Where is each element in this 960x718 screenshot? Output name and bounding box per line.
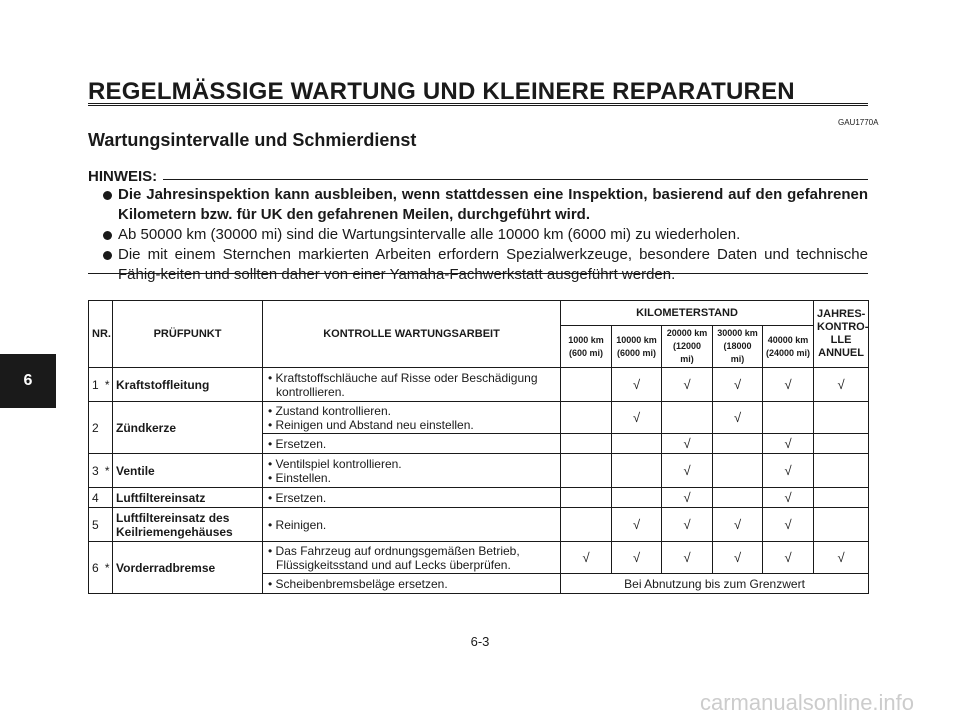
note-bullet-annual: Die Jahresinspektion kann ausbleiben, wenn stattdessen eine Inspektion, basierend auf den gefahrenen Kilometern bzw. für UK den gefahrenen Meilen, durchgeführt wird. — [104, 185, 868, 225]
row-item: Luftfiltereinsatz — [113, 488, 263, 508]
row-star: * — [103, 368, 113, 402]
check-cell — [561, 508, 612, 542]
table-row — [89, 402, 869, 434]
row-star — [103, 508, 113, 542]
note-header — [88, 168, 868, 185]
check-cell — [713, 434, 763, 454]
check-cell: √ — [713, 402, 763, 434]
row-nr: 1 — [89, 368, 103, 402]
header-item: PRÜFPUNKT — [113, 301, 263, 368]
check-cell — [612, 488, 662, 508]
row-work: • Zustand kontrollieren. • Reinigen und Abstand neu einstellen. — [263, 402, 561, 434]
page-subtitle: Wartungsintervalle und Schmierdienst — [88, 130, 417, 150]
header-km-group: KILOMETERSTAND — [561, 301, 814, 326]
row-star: * — [103, 454, 113, 488]
note-end-divider — [88, 273, 868, 274]
header-annual-line3: LLE — [830, 334, 852, 346]
check-cell: √ — [763, 488, 814, 508]
note-bullet-special-tools: Die mit einem Sternchen markierten Arbeiten erfordern Spezialwerkzeuge, besondere Daten und technische Fähig-keiten und sollten daher von einer Yamaha-Fachwerkstatt ausgeführt werden. — [104, 245, 868, 285]
check-cell — [713, 488, 763, 508]
check-cell — [662, 402, 713, 434]
header-nr: NR. — [89, 301, 113, 368]
note-bullet-interval: Ab 50000 km (30000 mi) sind die Wartungsintervalle alle 10000 km (6000 mi) zu wiederholen. — [104, 225, 868, 245]
header-annual — [814, 301, 869, 368]
check-cell — [763, 402, 814, 434]
check-cell: √ — [612, 402, 662, 434]
check-cell: √ — [713, 542, 763, 574]
header-km-40000: 40000 km (24000 mi) — [763, 326, 814, 368]
watermark: carmanualsonline.info — [700, 690, 915, 715]
header-km-20000: 20000 km (12000 mi) — [662, 326, 713, 368]
check-cell: √ — [662, 508, 713, 542]
check-cell: √ — [763, 508, 814, 542]
check-cell: √ — [713, 508, 763, 542]
row-item: Kraftstoffleitung — [113, 368, 263, 402]
row-work: • Ventilspiel kontrollieren. • Einstellen. — [263, 454, 561, 488]
table-row — [89, 368, 869, 402]
table-row — [89, 508, 869, 542]
check-cell: √ — [713, 368, 763, 402]
row-work: • Das Fahrzeug auf ordnungsgemäßen Betrieb, Flüssigkeitsstand und auf Lecks überprüfen. — [263, 542, 561, 574]
row-work: • Scheibenbremsbeläge ersetzen. — [263, 574, 561, 594]
check-cell: √ — [662, 488, 713, 508]
check-cell: √ — [763, 434, 814, 454]
check-cell: √ — [612, 542, 662, 574]
check-cell: √ — [561, 542, 612, 574]
row-work: • Ersetzen. — [263, 488, 561, 508]
header-km-30000: 30000 km (18000 mi) — [713, 326, 763, 368]
check-cell: √ — [814, 368, 869, 402]
section-title: REGELMÄSSIGE WARTUNG UND KLEINERE REPARATUREN — [88, 78, 795, 105]
check-cell — [612, 434, 662, 454]
check-cell — [814, 488, 869, 508]
maintenance-table — [88, 300, 869, 594]
check-cell — [713, 454, 763, 488]
row-nr: 3 — [89, 454, 103, 488]
header-annual-line2: KONTRO- — [817, 321, 869, 333]
header-km-1000: 1000 km (600 mi) — [561, 326, 612, 368]
row-item: Luftfiltereinsatz des Keilriemengehäuses — [113, 508, 263, 542]
row-star: * — [103, 542, 113, 594]
row-nr: 6 — [89, 542, 103, 594]
check-cell: √ — [662, 368, 713, 402]
check-cell: √ — [763, 454, 814, 488]
check-cell — [561, 368, 612, 402]
check-cell — [561, 402, 612, 434]
table-row — [89, 542, 869, 574]
check-cell — [814, 508, 869, 542]
row-star — [103, 488, 113, 508]
chapter-tab: 6 — [0, 354, 56, 408]
table-row — [89, 488, 869, 508]
check-cell: √ — [612, 368, 662, 402]
check-cell — [561, 434, 612, 454]
note-label: HINWEIS: — [88, 168, 158, 185]
row-star — [103, 402, 113, 454]
check-cell: √ — [662, 542, 713, 574]
row-work: • Kraftstoffschläuche auf Risse oder Beschädigung kontrollieren. — [263, 368, 561, 402]
check-cell — [561, 488, 612, 508]
row-work: • Reinigen. — [263, 508, 561, 542]
page-number: 6-3 — [470, 634, 490, 649]
check-cell: √ — [814, 542, 869, 574]
check-cell — [814, 434, 869, 454]
row-item: Ventile — [113, 454, 263, 488]
note-divider — [163, 179, 868, 180]
header-annual-line4: ANNUEL — [818, 347, 864, 359]
row-nr: 5 — [89, 508, 103, 542]
check-cell: √ — [763, 542, 814, 574]
header-work: KONTROLLE WARTUNGSARBEIT — [263, 301, 561, 368]
check-cell: √ — [662, 434, 713, 454]
check-cell: √ — [763, 368, 814, 402]
header-km-10000: 10000 km (6000 mi) — [612, 326, 662, 368]
check-cell: √ — [662, 454, 713, 488]
row-item: Zündkerze — [113, 402, 263, 454]
note-bullets — [104, 185, 868, 285]
check-cell: √ — [612, 508, 662, 542]
check-cell — [561, 454, 612, 488]
row-nr: 2 — [89, 402, 103, 454]
table-row — [89, 454, 869, 488]
check-cell — [814, 402, 869, 434]
row-work: • Ersetzen. — [263, 434, 561, 454]
wear-limit-note: Bei Abnutzung bis zum Grenzwert — [561, 574, 869, 594]
check-cell — [814, 454, 869, 488]
header-annual-line1: JAHRES- — [817, 308, 866, 320]
row-nr: 4 — [89, 488, 103, 508]
row-item: Vorderradbremse — [113, 542, 263, 594]
check-cell — [612, 454, 662, 488]
title-rule — [88, 103, 868, 106]
doc-code: GAU1770A — [838, 118, 879, 127]
